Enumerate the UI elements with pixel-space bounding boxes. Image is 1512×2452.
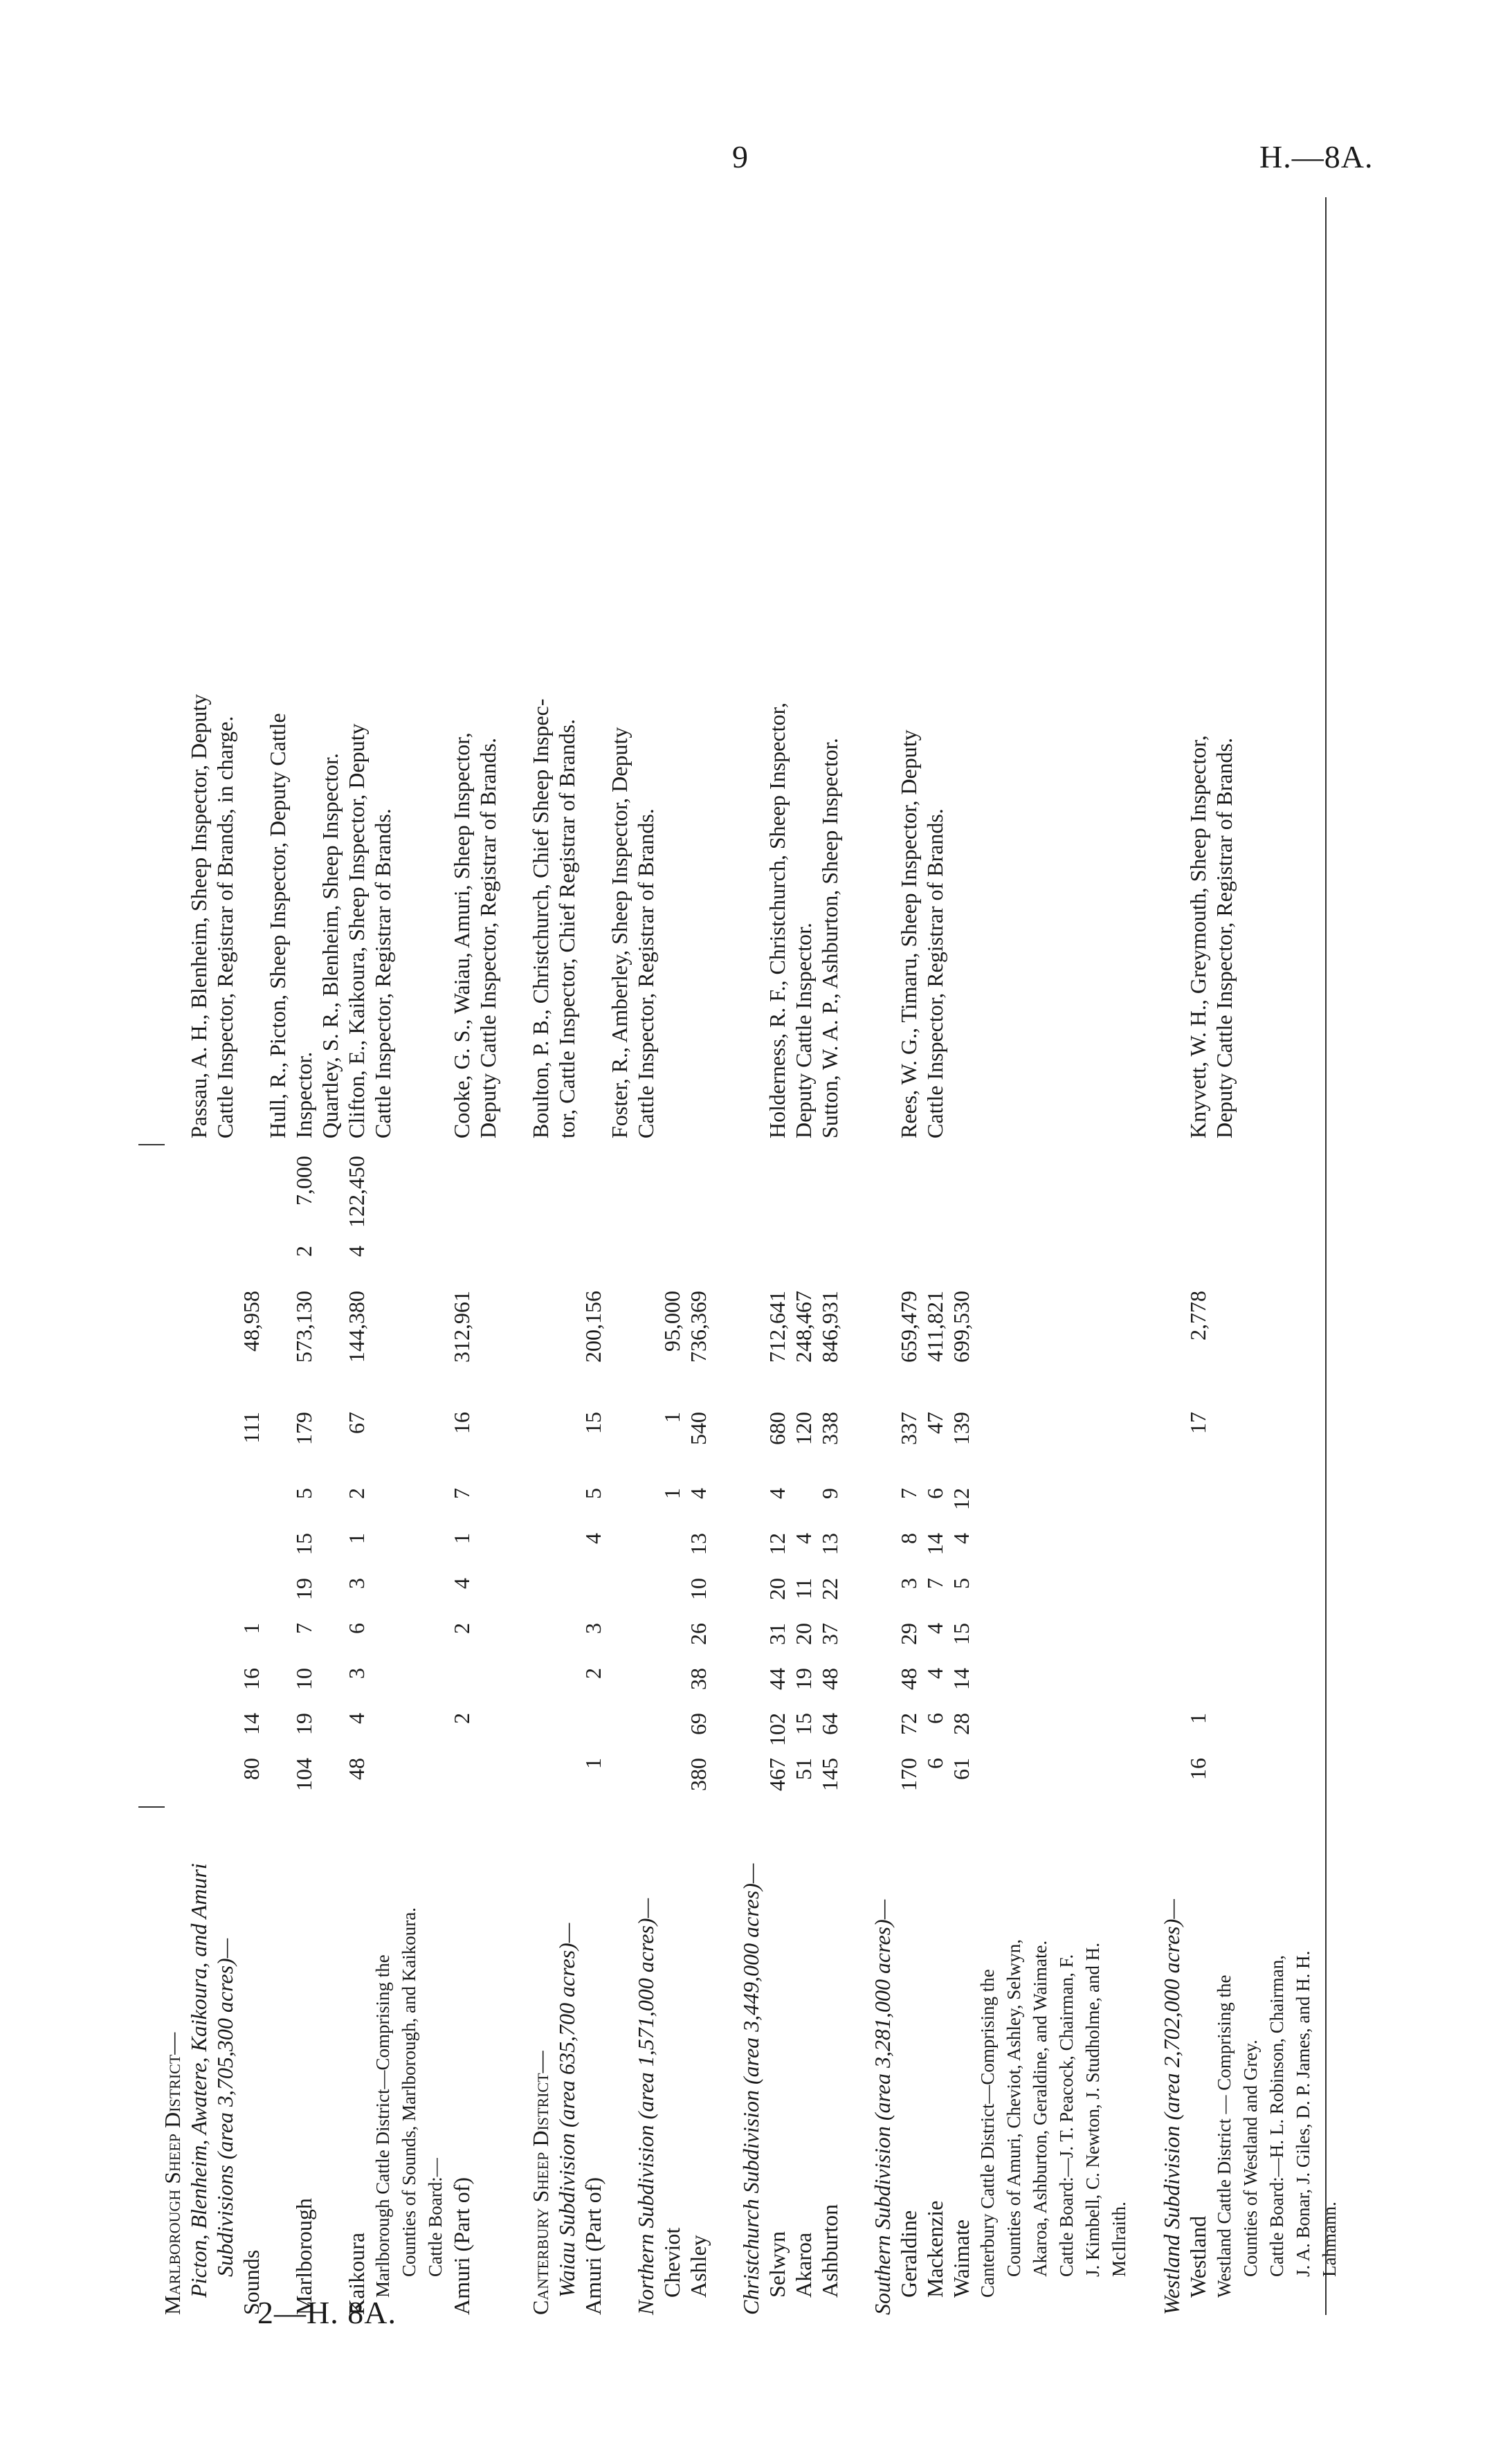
row-name: Westland: [1185, 2215, 1210, 2298]
table-row: [1290, 197, 1316, 2315]
cell-n11: 7,000: [291, 1156, 316, 1206]
cell-n7: 5: [581, 1488, 605, 1499]
cell-n9: 2,778: [1185, 1291, 1210, 1341]
cell-n5: 19: [291, 1578, 316, 1600]
row-name: Cattle Board:—H. L. Robinson, Chairman,: [1266, 1955, 1287, 2277]
cell-n2: 64: [817, 1713, 842, 1735]
cell-n8: 15: [581, 1412, 605, 1434]
row-name: McIlraith.: [1109, 2201, 1129, 2277]
row-name: Marlborough Cattle District—Comprising the: [372, 1954, 393, 2298]
inspector-text: Knyvett, W. H., Greymouth, Sheep Inspector,: [1185, 735, 1210, 1138]
row-name: Westland Subdivision (area 2,702,000 acres)—: [1159, 1899, 1184, 2315]
table-row: [396, 197, 422, 2315]
inspector-text: Cattle Inspector, Registrar of Brands, in charge.: [212, 716, 237, 1138]
cell-n4: 20: [791, 1623, 816, 1645]
cell-n1: 48: [344, 1758, 369, 1780]
cell-n3: 38: [686, 1668, 711, 1690]
inspector-text: Passau, A. H., Blenheim, Sheep Inspector, Deputy: [186, 693, 211, 1138]
table-row: [370, 197, 396, 2315]
row-name: Selwyn: [765, 2231, 790, 2298]
cell-n8: 1: [659, 1412, 684, 1423]
cell-n3: 48: [896, 1668, 921, 1690]
cell-n6: 4: [949, 1533, 974, 1544]
table-row: [1001, 197, 1027, 2315]
cell-n7: 6: [922, 1488, 947, 1499]
inspector-text: Cooke, G. S., Waiau, Amuri, Sheep Inspector,: [449, 732, 474, 1138]
cell-n9: 144,380: [344, 1291, 369, 1363]
row-name: [711, 1817, 738, 2315]
table-row: [738, 197, 764, 2315]
row-name: Amuri (Part of): [449, 2177, 474, 2315]
row-name: Ashburton: [817, 2204, 842, 2298]
cell-n2: 28: [949, 1713, 974, 1735]
table-row: [711, 197, 738, 2315]
cell-n8: 16: [449, 1412, 474, 1434]
cell-n7: 7: [896, 1488, 921, 1499]
row-name: [475, 1817, 501, 2315]
cell-n7: 2: [344, 1488, 369, 1499]
inspector-text: Hull, R., Picton, Sheep Inspector, Deputy Cattle: [265, 713, 290, 1138]
table-row: [317, 197, 343, 2315]
inspector-text: Boulton, P. B., Christchurch, Chief Sheep Inspec-: [528, 698, 553, 1138]
table-row: [185, 197, 212, 2315]
row-name: [264, 1817, 291, 2315]
cell-n8: 47: [922, 1412, 947, 1434]
table-row: [1264, 197, 1290, 2315]
cell-n8: 17: [1185, 1412, 1210, 1434]
cell-n5: 7: [922, 1578, 947, 1589]
cell-n3: 2: [581, 1668, 605, 1679]
cell-n5: 22: [817, 1578, 842, 1600]
cell-n8: 540: [686, 1412, 711, 1445]
cell-n3: 3: [344, 1668, 369, 1679]
table-row: [264, 197, 291, 2315]
table-row: [554, 197, 580, 2315]
row-name: Counties of Westland and Grey.: [1240, 2040, 1261, 2277]
cell-n2: 14: [239, 1713, 264, 1735]
cell-n9: 712,641: [765, 1291, 790, 1363]
cell-n1: 467: [765, 1758, 790, 1791]
cell-n9: 312,961: [449, 1291, 474, 1363]
cell-n4: 7: [291, 1623, 316, 1634]
row-name: Kaikoura: [344, 2232, 369, 2315]
cell-n6: 14: [922, 1533, 947, 1555]
table-row: [869, 197, 895, 2315]
cell-n2: 2: [449, 1713, 474, 1724]
cell-n3: 4: [922, 1668, 947, 1679]
inspector-text: Foster, R., Amberley, Sheep Inspector, Deputy: [607, 727, 632, 1138]
table-row: [974, 197, 1001, 2315]
table-row: [238, 197, 264, 2315]
row-name: Ashley: [686, 2235, 711, 2298]
row-name: Geraldine: [896, 2210, 921, 2298]
row-name: Waimate: [949, 2219, 974, 2298]
row-name: Marlborough: [291, 2198, 316, 2315]
cell-n1: 104: [291, 1758, 316, 1791]
cell-n1: 51: [791, 1758, 816, 1780]
inspector-text: Holderness, R. F., Christchurch, Sheep Inspector,: [765, 702, 790, 1138]
cell-n5: 5: [949, 1578, 974, 1589]
row-name: Mackenzie: [922, 2200, 947, 2298]
cell-n9: 248,467: [791, 1291, 816, 1363]
cell-n3: 14: [949, 1668, 974, 1690]
cell-n1: 80: [239, 1758, 264, 1780]
table-row: [606, 197, 632, 2315]
row-name: [1132, 1817, 1158, 2315]
cell-n4: 37: [817, 1623, 842, 1645]
cell-n5: 4: [449, 1578, 474, 1589]
row-name: Waiau Subdivision (area 635,700 acres)—: [554, 1923, 579, 2298]
cell-n5: 3: [344, 1578, 369, 1589]
cell-n6: 4: [581, 1533, 605, 1544]
cell-n7: 5: [291, 1488, 316, 1499]
row-name: [317, 1817, 343, 2315]
row-name: Christchurch Subdivision (area 3,449,000 acres)—: [738, 1863, 763, 2315]
row-name: Akaroa, Ashburton, Geraldine, and Waimate.: [1030, 1940, 1050, 2277]
inspector-text: Quartley, S. R., Blenheim, Sheep Inspector.: [318, 753, 343, 1138]
cell-n7: 12: [949, 1488, 974, 1510]
cell-n4: 3: [581, 1623, 605, 1634]
cell-n7: 4: [686, 1488, 711, 1499]
cell-n9: 573,130: [291, 1291, 316, 1363]
row-name: J. A. Bonar, J. Giles, D. P. James, and H. H.: [1293, 1950, 1313, 2277]
rotated-district-table: [138, 197, 1340, 2315]
row-name: Cheviot: [659, 2227, 684, 2298]
cell-n9: 846,931: [817, 1291, 842, 1363]
table-row: [895, 197, 922, 2315]
table-row: [764, 197, 790, 2315]
cell-n2: 6: [922, 1713, 947, 1724]
inspector-text: Clifton, E., Kaikoura, Sheep Inspector, Deputy: [344, 723, 369, 1138]
inspector-text: Deputy Cattle Inspector, Registrar of Brands.: [475, 737, 500, 1138]
row-name: Picton, Blenheim, Awatere, Kaikoura, and Amuri: [186, 1863, 211, 2298]
cell-n5: 11: [791, 1578, 816, 1599]
row-name: Canterbury Sheep District—: [528, 2051, 553, 2315]
table-row: [1185, 197, 1211, 2315]
cell-n10: 4: [344, 1246, 369, 1257]
table-row: [1237, 197, 1264, 2315]
cell-n1: 145: [817, 1758, 842, 1791]
cell-n6: 1: [449, 1533, 474, 1544]
footer-reference: 2—H. 8A.: [257, 2295, 397, 2330]
table-row: [817, 197, 843, 2315]
cell-n7: 4: [765, 1488, 790, 1499]
cell-n5: 10: [686, 1578, 711, 1600]
row-name: Counties of Amuri, Cheviot, Ashley, Selwyn,: [1003, 1939, 1024, 2277]
inspector-text: Cattle Inspector, Registrar of Brands.: [922, 808, 947, 1138]
page-number: 9: [732, 139, 748, 174]
row-name: Cattle Board:—J. T. Peacock, Chairman, F.: [1056, 1954, 1077, 2277]
row-name: Subdivisions (area 3,705,300 acres)—: [212, 1938, 237, 2277]
table-row: [475, 197, 501, 2315]
table-row: [1027, 197, 1053, 2315]
row-name: Sounds: [239, 2249, 264, 2315]
cell-n4: 1: [239, 1623, 264, 1634]
cell-n9: 659,479: [896, 1291, 921, 1363]
row-name: Northern Subdivision (area 1,571,000 acres)—: [633, 1898, 658, 2315]
table-row: [632, 197, 659, 2315]
cell-n4: 2: [449, 1623, 474, 1634]
cell-n4: 4: [922, 1623, 947, 1634]
table-row: [790, 197, 817, 2315]
cell-n8: 111: [239, 1412, 264, 1444]
cell-n2: 19: [291, 1713, 316, 1735]
row-name: Southern Subdivision (area 3,281,000 acres)—: [870, 1899, 895, 2315]
cell-n6: 1: [344, 1533, 369, 1544]
cell-n4: 29: [896, 1623, 921, 1645]
inspector-text: Sutton, W. A. P., Ashburton, Sheep Inspector.: [817, 738, 842, 1138]
cell-n9: 48,958: [239, 1291, 264, 1352]
cell-n9: 699,530: [949, 1291, 974, 1363]
row-name: J. Kimbell, C. Newton, J. Studholme, and H.: [1082, 1943, 1103, 2277]
cell-n8: 120: [791, 1412, 816, 1445]
cell-n8: 179: [291, 1412, 316, 1445]
table-row: [527, 197, 554, 2315]
cell-n3: 48: [817, 1668, 842, 1690]
table-row: [1106, 197, 1132, 2315]
cell-n6: 8: [896, 1533, 921, 1544]
inspector-text: Inspector.: [291, 1051, 316, 1138]
table-row: [422, 197, 448, 2315]
inspector-text: Deputy Cattle Inspector, Registrar of Brands.: [1212, 737, 1237, 1138]
inspector-text: Cattle Inspector, Registrar of Brands.: [370, 808, 395, 1138]
table-row: [1080, 197, 1106, 2315]
cell-n4: 31: [765, 1623, 790, 1645]
cell-n2: 4: [344, 1713, 369, 1724]
cell-n1: 1: [581, 1758, 605, 1769]
cell-n7: 9: [817, 1488, 842, 1499]
inspector-text: Cattle Inspector, Registrar of Brands.: [633, 808, 658, 1138]
cell-n1: 6: [922, 1758, 947, 1769]
row-name: Canterbury Cattle District—Comprising the: [977, 1969, 998, 2298]
table-row: [291, 197, 317, 2315]
table-row: [212, 197, 238, 2315]
cell-n4: 15: [949, 1623, 974, 1645]
cell-n7: 1: [659, 1488, 684, 1499]
cell-n8: 338: [817, 1412, 842, 1445]
row-name: Amuri (Part of): [581, 2177, 605, 2315]
cell-n2: 72: [896, 1713, 921, 1735]
cell-n1: 61: [949, 1758, 974, 1780]
cell-n5: 3: [896, 1578, 921, 1589]
table-row: [1316, 197, 1342, 2315]
inspector-text: Rees, W. G., Timaru, Sheep Inspector, Deputy: [896, 729, 921, 1138]
cell-n8: 67: [344, 1412, 369, 1434]
table-row: [1053, 197, 1080, 2315]
cell-n8: 139: [949, 1412, 974, 1445]
table-row: [843, 197, 869, 2315]
cell-n9: 200,156: [581, 1291, 605, 1363]
table-row: [685, 197, 711, 2315]
cell-n3: 16: [239, 1668, 264, 1690]
cell-n9: 736,369: [686, 1291, 711, 1363]
cell-n6: 15: [291, 1533, 316, 1555]
cell-n2: 15: [791, 1713, 816, 1735]
document-reference: H.—8A.: [1259, 139, 1374, 174]
cell-n4: 6: [344, 1623, 369, 1634]
row-name: Marlborough Sheep District—: [160, 2032, 185, 2315]
row-name: Counties of Sounds, Marlborough, and Kaikoura.: [399, 1907, 419, 2277]
table-row: [159, 197, 185, 2315]
table-row: [1158, 197, 1185, 2315]
table-row: [580, 197, 606, 2315]
row-name: Akaroa: [791, 2232, 816, 2298]
table-row: [922, 197, 948, 2315]
cell-n8: 680: [765, 1412, 790, 1445]
cell-n3: 10: [291, 1668, 316, 1690]
cell-n9: 411,821: [922, 1291, 947, 1362]
cell-n7: 7: [449, 1488, 474, 1499]
cell-n1: 16: [1185, 1758, 1210, 1780]
inspector-text: Deputy Cattle Inspector.: [791, 923, 816, 1138]
table-row: [501, 197, 527, 2315]
table-row: [1132, 197, 1158, 2315]
cell-n6: 4: [791, 1533, 816, 1544]
row-name: [843, 1817, 869, 2315]
cell-n1: 170: [896, 1758, 921, 1791]
row-name: [501, 1817, 527, 2315]
row-name: Cattle Board:—: [425, 2158, 446, 2277]
table-row: [659, 197, 685, 2315]
cell-n2: 69: [686, 1713, 711, 1735]
table-row: [1211, 197, 1237, 2315]
table-row: [448, 197, 475, 2315]
cell-n6: 13: [686, 1533, 711, 1555]
cell-n3: 19: [791, 1668, 816, 1690]
cell-n9: 95,000: [659, 1291, 684, 1352]
table-row: [948, 197, 974, 2315]
cell-n8: 337: [896, 1412, 921, 1445]
cell-n3: 44: [765, 1668, 790, 1690]
cell-n2: 1: [1185, 1713, 1210, 1724]
row-name: [606, 1817, 632, 2315]
cell-n1: 380: [686, 1758, 711, 1791]
row-name: Westland Cattle District — Comprising the: [1214, 1974, 1235, 2298]
cell-n10: 2: [291, 1246, 316, 1257]
cell-n6: 12: [765, 1533, 790, 1555]
cell-n2: 102: [765, 1713, 790, 1746]
cell-n4: 26: [686, 1623, 711, 1645]
table-row: [343, 197, 370, 2315]
cell-n11: 122,450: [344, 1156, 369, 1228]
cell-n5: 20: [765, 1578, 790, 1600]
inspector-text: tor, Cattle Inspector, Chief Registrar of Brands.: [554, 718, 579, 1138]
cell-n6: 13: [817, 1533, 842, 1555]
row-name: Lahmann.: [1319, 2201, 1340, 2277]
